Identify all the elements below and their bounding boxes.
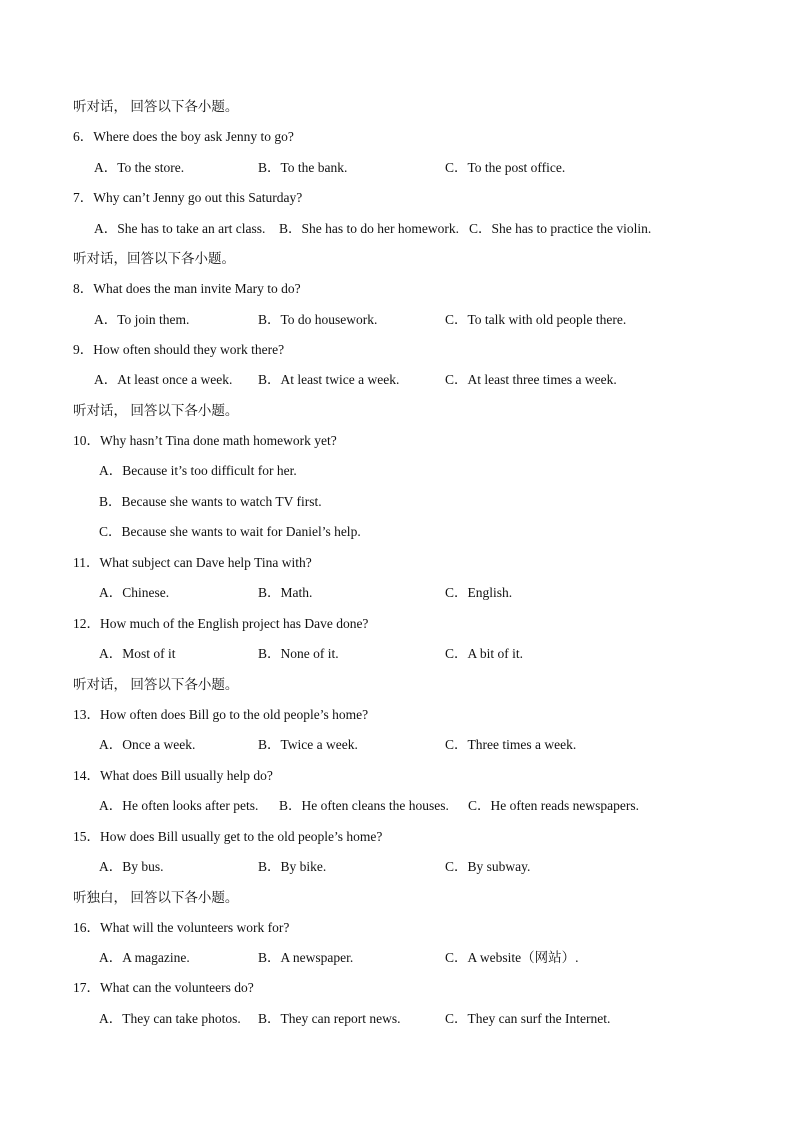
q8-option-c: C．To talk with old people there. [445, 312, 627, 327]
q10-option-a: A．Because it’s too difficult for her. [99, 463, 297, 478]
q15-option-b: B．By bike. [258, 859, 327, 874]
question-15: 15．How does Bill usually get to the old people’s home? [73, 829, 383, 844]
q7-option-b: B．She has to do her homework. [279, 221, 459, 236]
q6-option-a: A．To the store. [94, 160, 185, 175]
q10-option-b: B．Because she wants to watch TV first. [99, 494, 322, 509]
section-instruction: 听对话， 回答以下各小题。 [73, 677, 239, 692]
q11-option-c: C．English. [445, 585, 513, 600]
q12-option-b: B．None of it. [258, 646, 339, 661]
q16-option-b: B．A newspaper. [258, 950, 354, 965]
question-6: 6．Where does the boy ask Jenny to go? [73, 129, 294, 144]
question-7: 7．Why can’t Jenny go out this Saturday? [73, 190, 303, 205]
q17-option-a: A．They can take photos. [99, 1011, 241, 1026]
question-16: 16．What will the volunteers work for? [73, 920, 290, 935]
q17-option-c: C．They can surf the Internet. [445, 1011, 611, 1026]
q11-option-a: A．Chinese. [99, 585, 170, 600]
section-instruction: 听对话，回答以下各小题。 [73, 251, 235, 266]
q8-option-b: B．To do housework. [258, 312, 378, 327]
q12-option-c: C．A bit of it. [445, 646, 524, 661]
q9-option-b: B．At least twice a week. [258, 372, 400, 387]
q13-option-b: B．Twice a week. [258, 737, 358, 752]
question-9: 9．How often should they work there? [73, 342, 285, 357]
q15-option-a: A．By bus. [99, 859, 164, 874]
q14-option-b: B．He often cleans the houses. [279, 798, 449, 813]
q9-option-a: A．At least once a week. [94, 372, 233, 387]
q14-option-c: C．He often reads newspapers. [468, 798, 639, 813]
question-12: 12．How much of the English project has Dave done? [73, 616, 369, 631]
q6-option-b: B．To the bank. [258, 160, 348, 175]
section-instruction: 听独白， 回答以下各小题。 [73, 890, 239, 905]
q14-option-a: A．He often looks after pets. [99, 798, 259, 813]
question-17: 17．What can the volunteers do? [73, 980, 254, 995]
question-13: 13．How often does Bill go to the old people’s home? [73, 707, 369, 722]
q16-option-c: C．A website（网站）. [445, 950, 579, 965]
question-10: 10．Why hasn’t Tina done math homework yet? [73, 433, 337, 448]
q16-option-a: A．A magazine. [99, 950, 190, 965]
question-11: 11．What subject can Dave help Tina with? [73, 555, 312, 570]
q17-option-b: B．They can report news. [258, 1011, 401, 1026]
section-instruction: 听对话， 回答以下各小题。 [73, 99, 239, 114]
q8-option-a: A．To join them. [94, 312, 190, 327]
q7-option-a: A．She has to take an art class. [94, 221, 266, 236]
q13-option-a: A．Once a week. [99, 737, 196, 752]
q12-option-a: A．Most of it [99, 646, 176, 661]
q11-option-b: B．Math. [258, 585, 313, 600]
q10-option-c: C．Because she wants to wait for Daniel’s help. [99, 524, 361, 539]
question-8: 8．What does the man invite Mary to do? [73, 281, 301, 296]
q6-option-c: C．To the post office. [445, 160, 566, 175]
section-instruction: 听对话， 回答以下各小题。 [73, 403, 239, 418]
q9-option-c: C．At least three times a week. [445, 372, 617, 387]
q15-option-c: C．By subway. [445, 859, 531, 874]
q7-option-c: C．She has to practice the violin. [469, 221, 652, 236]
question-14: 14．What does Bill usually help do? [73, 768, 273, 783]
q13-option-c: C．Three times a week. [445, 737, 577, 752]
